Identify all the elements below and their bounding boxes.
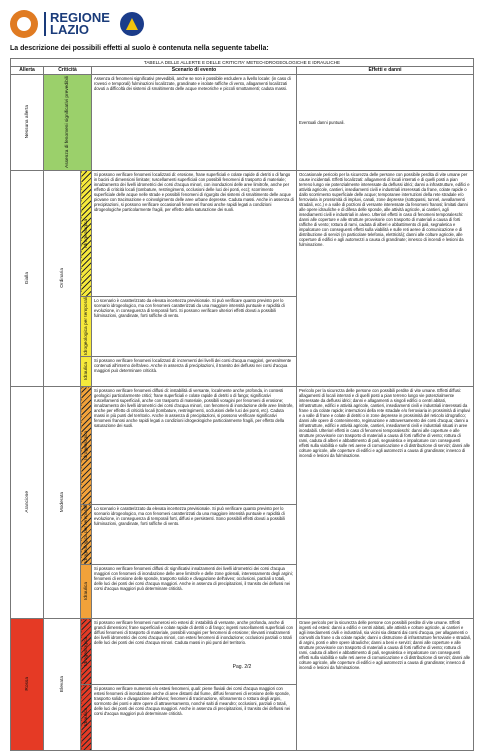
regione-lazio-logo-icon (10, 10, 38, 38)
crit-green-label: Assenza di fenomeni significativi prevedibili (65, 76, 70, 168)
alert-orange-label: Arancione (24, 491, 30, 514)
civil-protection-logo-icon (120, 12, 144, 36)
alert-yellow-label: Gialla (24, 271, 30, 285)
alert-red-cell (11, 619, 44, 751)
scenario-orange-idrogeo: Si possono verificare fenomeni diffusi di: instabilità di versante, localmente anche profonda, in contesti geologici particolarmente critici; frane superficiali e colate rapide di detriti o di fango; significativi ruscellamenti superficiali, anche con trasporto di materiale, possibili voragini per fenomeni di erosione; innalzamento dei livelli idrometrici dei corsi d'acqua minori, con fenomeni di inondazione delle aree limitrofe, anche per effetto di criticità locali (tombature, restringimenti, occlusioni delle luci dei ponti, etc). Caduta massi in più punti del territorio. Anche in assenza di precipitazioni, si possono verificare significativi fenomeni franosi anche rapidi legati a condizioni idrogeologiche particolarmente fragili, per effetto della saturazione dei suoli. (92, 387, 297, 505)
crit-orange-cell (44, 387, 81, 619)
scenario-green: Assenza di fenomeni significativi prevedibili, anche se non è possibile escludere a livello locale: (in caso di rovesci e temporali) fulminazioni localizzate, grandinate e isolate raffiche di vento, allagamenti localizzati dovuti a difficoltà dei sistemi di smaltimento delle acque meteoriche e piccoli smottamenti; caduta massi. (92, 75, 297, 171)
scenario-yellow-idraulica: Si possono verificare fenomeni localizzati di: incrementi dei livelli dei corsi d'acqua maggiori, generalmente contenuti all'interno dell'alveo. Anche in assenza di precipitazioni, il transito dei deflussi nei corsi d'acqua maggiori può determinare criticità. (92, 357, 297, 387)
scenario-orange-idraulica: Si possono verificare fenomeni diffusi di: significativi innalzamenti dei livelli idrometrici dei corsi d'acqua maggiori con fenomeni di inondazione delle aree limitrofe e delle zone golenali, interessamento degli argini; fenomeni di erosione delle sponde, trasporto solido e divagazione dell'alveo; occlusioni, parziali o totali, delle luci dei ponti dei corsi d'acqua maggiori. Anche in assenza di precipitazioni, il transito dei deflussi nei corsi d'acqua maggiori può determinare criticità. (92, 565, 297, 619)
effects-red: Grave pericolo per la sicurezza delle persone con possibili perdite di vite umane. Effetti ingenti ed estesi: danni a edifici e centri abitati, alle attività e colture agricole, ai cantieri e agli insediamenti civili e industriali, sia vicini sia distanti dai corsi d'acqua, per allagamenti o coinvolti da frane o da colate rapide; danni o distruzione di infrastrutture ferroviarie e stradali, di argini, ponti e altre opere idrauliche; danni a beni e servizi; danni alle coperture e alle strutture provvisorie con trasporto di materiali a causa di forti raffiche di vento; rottura di rami, caduta di alberi e abbattimento di pali, segnaletica e impalcature con conseguenti effetti sulla viabilità e sulle reti aeree di comunicazione e di distribuzione di servizi; danni alle colture agricole, alle coperture di edifici e agli automezzi a causa di grandinate; innesco di incendi e lesioni da fulminazione. (297, 619, 474, 751)
sub-red-idraulica-label: Idraulica (83, 708, 89, 727)
alert-red-label: Rossa (24, 677, 30, 692)
sub-orange-idrogeo (81, 387, 92, 505)
sub-yellow-idrogeo-label: Idrogeologica (83, 218, 89, 248)
scenario-red-idrogeo: Si possono verificare fenomeni numerosi e/o estesi di: instabilità di versante, anche profonda, anche di grandi dimensioni; frane superficiali e colate rapide di detriti o di fango; ingenti ruscellamenti superficiali con diffusi fenomeni di trasporto di materiale, possibili voragini per fenomeni di erosione; rilevanti innalzamenti dei livelli idrometrici dei corsi d'acqua minori, con estesi fenomeni di inondazione; occlusioni parziali o totali delle luci dei ponti dei corsi d'acqua minori. Caduta massi in più punti del territorio. (92, 619, 297, 685)
header-effects: Effetti e danni (297, 67, 474, 75)
crit-red-label: Elevata (59, 676, 65, 693)
sub-yellow-idraulica (81, 357, 92, 387)
sub-yellow-idrogeo (81, 171, 92, 297)
scenario-red-idraulica: Si possono verificare numerosi e/o estesi fenomeni, quali: piene fluviali dei corsi d'acqua maggiori con estesi fenomeni di inondazione anche di aree distanti dal fiume, diffusi fenomeni di erosione delle sponde, trasporto solido e divagazione dell'alveo; fenomeni di tracimazione, sifonamento o rottura degli argini, sormonto dei ponti e altre opere di attraversamento, nonché salti di meandro; occlusioni, parziali o totali, delle luci dei ponti dei corsi d'acqua maggiori. Anche in assenza di precipitazioni, il transito dei deflussi nei corsi d'acqua maggiori può determinare criticità. (92, 685, 297, 751)
header-scenario: Scenario di evento (92, 67, 297, 75)
alert-orange-cell (11, 387, 44, 619)
crit-yellow-label: Ordinaria (59, 268, 65, 288)
scenario-yellow-idrogeo: Si possono verificare fenomeni localizzati di: erosione, frane superficiali e colate rapide di detriti o di fango in bacini di dimensioni limitate; ruscellamenti superficiali con possibili fenomeni di trasporto di materiale; innalzamento dei livelli idrometrici dei corsi d'acqua minori, con inondazioni delle aree limitrofe, anche per effetto di criticità locali (tombature, restringimenti, occlusioni delle luci dei ponti, ecc); scorrimento superficiale delle acque nelle strade e possibili fenomeni di rigurgito dei sistemi di smaltimento delle acque piovane con tracimazione e coinvolgimento delle aree urbane depresse. Caduta massi. Anche in assenza di precipitazioni, si possono verificare occasionali fenomeni franosi anche rapidi legati a condizioni idrogeologiche particolarmente fragili, per effetto della saturazione dei suoli. (92, 171, 297, 297)
effects-orange: Pericolo per la sicurezza delle persone con possibili perdite di vite umane. Effetti diffusi: allagamenti di locali interrati e di quelli posti a pian terreno lungo vie potenzialmente interessate da deflussi idrici; danni e allagamenti a singoli edifici o centri abitati, infrastrutture, edifici e attività agricole, cantieri, insediamenti civili e industriali interessati da frane o da colate rapide; interruzioni della rete stradale e/o ferroviaria in prossimità di impluvi e a valle di frane e colate di detriti o in zone depresse in prossimità del reticolo idrografico; danni alle opere di contenimento, regimazione e attraversamento dei corsi d'acqua; danni a infrastrutture, edifici e attività agricole, cantieri, insediamenti civili e industriali situati in aree inondabili. Ulteriori effetti in caso di fenomeni temporaleschi: danni alle coperture e alle strutture provvisorie con trasporto di materiali a causa di forti raffiche di vento; rottura di rami, caduta di alberi e abbattimento di pali, segnaletica e impalcature con conseguenti effetti sulla viabilità e sulle reti aeree di comunicazione e di distribuzione di servizi; danni alle colture agricole, alle coperture di edifici e agli automezzi a causa di grandinate; innesco di incendi e lesioni da fulminazione. (297, 387, 474, 619)
header-criticity: Criticità (44, 67, 92, 75)
intro-text: La descrizione dei possibili effetti al suolo è contenuta nella seguente tabella: (10, 45, 269, 52)
sub-yellow-temporali-label: Idrogeologica per temporali (83, 297, 89, 356)
sub-orange-idrogeo-label: Idrogeologica (83, 430, 89, 460)
page-header (10, 10, 144, 38)
table-title: TABELLA DELLE ALLERTE E DELLE CRITICITA' METEO-IDROGEOLOGICHE E IDRAULICHE (11, 59, 474, 67)
effects-yellow: Occasionale pericolo per la sicurezza delle persone con possibile perdita di vite umane per cause incidentali. Effetti localizzati: allagamenti di locali interrati e di quelli posti a pian terreno lungo vie potenzialmente interessate da deflussi idrici; danni a infrastrutture, edifici e attività agricole, cantieri, insediamenti civili e industriali interessati da frane, colate rapide o dallo scorrimento superficiale delle acque; temporanee interruzioni della rete stradale e/o ferroviaria in prossimità di impluvi, canali, zone depresse (sottopassi, tunnel, avvallamenti stradali, ecc.) e a valle di porzioni di versante interessate da fenomeni franosi; limitati danni alle opere idrauliche e di difesa delle sponde, alle attività agricole, ai cantieri, agli insediamenti civili e industriali in alveo. Ulteriori effetti in caso di fenomeni temporaleschi: danni alle coperture e alle strutture provvisorie con trasporto di materiali a causa di forti raffiche di vento; rottura di rami, caduta di alberi e abbattimento di pali, segnaletica e impalcature con conseguenti effetti sulla viabilità e sulle reti aeree di comunicazione e di distribuzione di servizi (in particolare telefonia, elettricità); danni alle colture agricole, alle coperture di edifici e agli automezzi a causa di grandinate; innesco di incendi e lesioni da fulminazione. (297, 171, 474, 387)
crit-green-cell (44, 75, 92, 171)
alert-green-label: Nessuna allerta (24, 105, 30, 139)
sub-orange-idraulica-label: Idraulica (83, 582, 89, 601)
sub-orange-temporali (81, 505, 92, 565)
alert-yellow-cell (11, 171, 44, 387)
region-line2: LAZIO (50, 22, 89, 37)
crit-red-cell (44, 619, 81, 751)
alert-green-cell (11, 75, 44, 171)
scenario-yellow-temporali: Lo scenario è caratterizzato da elevata incertezza previsionale. Si può verificare quanto previsto per lo scenario idrogeologico, ma con fenomeni caratterizzati da una maggiore intensità puntuale e rapidità di evoluzione, in conseguenza di temporali forti. Si possono verificare ulteriori effetti dovuti a possibili fulminazioni, grandinate, forti raffiche di vento. (92, 297, 297, 357)
region-name (44, 12, 110, 36)
region-line1: REGIONE (50, 10, 110, 25)
sub-orange-temporali-label: Idrogeologica per temporali (83, 505, 89, 564)
crit-yellow-cell (44, 171, 81, 387)
sub-red-idrogeo (81, 619, 92, 685)
page-number: Pag. 2/2 (232, 664, 252, 670)
table-row-yellow-1 (11, 171, 474, 297)
crit-orange-label: Moderata (59, 492, 65, 513)
scenario-orange-temporali: Lo scenario è caratterizzato da elevata incertezza previsionale. Si può verificare quanto previsto per lo scenario idrogeologico, ma con fenomeni caratterizzati da una maggiore intensità puntuale e rapidità di evoluzione, in conseguenza di temporali forti, diffusi e persistenti. Sono possibili effetti dovuti a possibili fulminazioni, grandinate, forti raffiche di vento. (92, 505, 297, 565)
sub-orange-idraulica (81, 565, 92, 619)
table-row-orange-1 (11, 387, 474, 505)
table-row-red-1 (11, 619, 474, 685)
sub-yellow-idraulica-label: Idraulica (83, 362, 89, 381)
table-row-green (11, 75, 474, 171)
sub-yellow-temporali (81, 297, 92, 357)
effects-green: Eventuali danni puntuali. (297, 75, 474, 171)
alerts-table (10, 58, 474, 751)
sub-red-idrogeo-label: Idrogeologica (83, 636, 89, 666)
header-alert: Allerta (11, 67, 44, 75)
sub-red-idraulica (81, 685, 92, 751)
